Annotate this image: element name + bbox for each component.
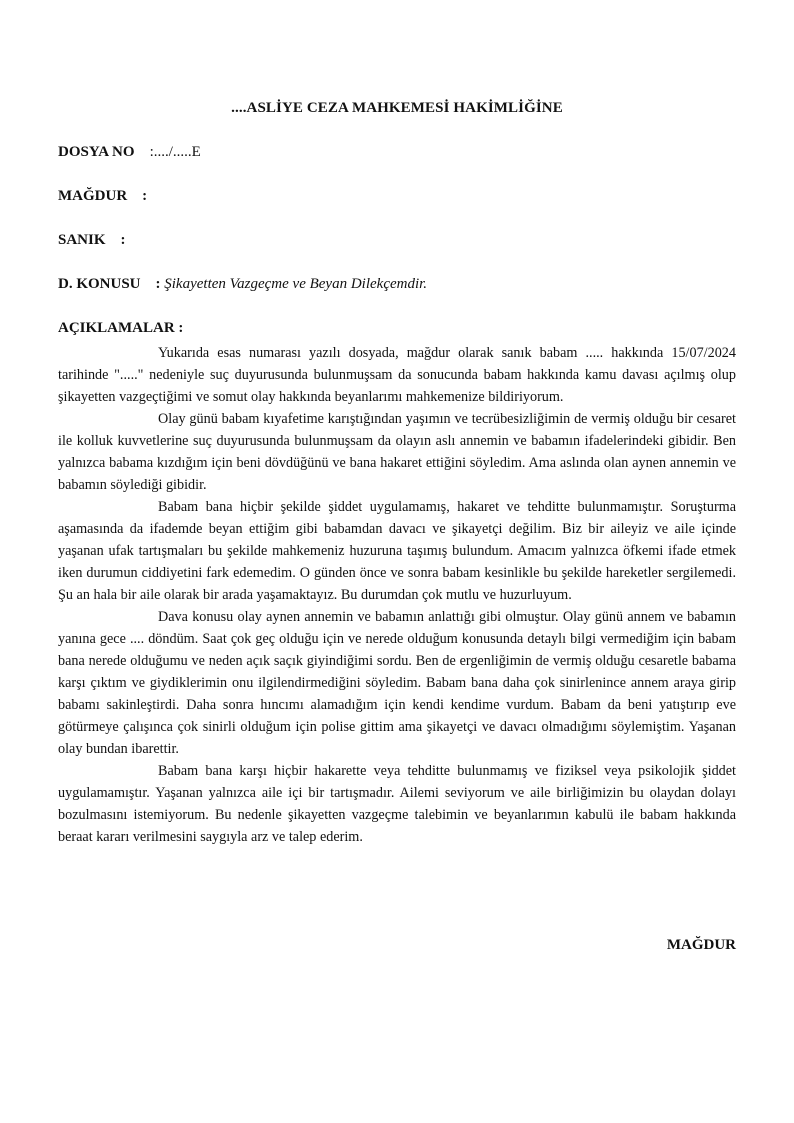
signature-label: MAĞDUR [666, 937, 736, 953]
defendant-value: : [120, 232, 126, 248]
case-number-field [58, 144, 201, 161]
subject-label: D. KONUSU [58, 276, 141, 292]
paragraph: Babam bana hiçbir şekilde şiddet uygulamamış, hakaret ve tehditte bulunmamıştır. Soruşturma aşamasında da ifademde beyan ettiğim gibi babamdan davacı ve şikayetçi değilim. Biz bir aileyiz ve aile içinde yaşanan ufak tartışmaları bu şekilde mahkemeniz huzuruna taşımış bulundum. Amacım yalnızca öfkemi ifade etmek iken durumun ciddiyetini fark edemedim. O günden önce ve sonra babam kesinlikle bu şekilde hareketler sergilemedi. Şu an hala bir aile olarak bir arada yaşamaktayız. Bu durumdan çok mutlu ve huzurluyum. [58, 499, 736, 603]
defendant-field [58, 232, 126, 249]
subject-value: Şikayetten Vazgeçme ve Beyan Dilekçemdir. [164, 276, 428, 292]
explanations-heading: AÇIKLAMALAR : [58, 320, 184, 336]
victim-field [58, 188, 147, 205]
victim-value: : [142, 188, 148, 204]
case-number-value: :..../.....E [149, 144, 201, 160]
subject-separator: : [155, 276, 161, 292]
paragraph: Dava konusu olay aynen annemin ve babamın anlattığı gibi olmuştur. Olay günü annem ve babamın yanına gece .... döndüm. Saat çok geç olduğu için ve nerede olduğum konusunda detaylı bilgi vermediğim için babam bana nerede olduğumu ve neden açık saçık giyindiğimi sordu. Ben de ergenliğimin de vermiş olduğu cesaretle babama karşı çıktım ve giydiklerimin onu ilgilendirmediğini söyledim. Babam bana daha çok sinirlenince annem araya girip babamı sakinleştirdi. Daha sonra hıncımı alamadığım için kendi kendime vurdum. Babam da beni yatıştırıp eve götürmeye çalışınca çok sinirli olduğum için polise gittim ama şikayetçi ve davacı olmadığımı söylemiştim. Yaşanan olay bundan ibarettir. [58, 609, 736, 757]
paragraph: Olay günü babam kıyafetime karıştığından yaşımın ve tecrübesizliğimin de vermiş olduğu bir cesaret ile kolluk kuvvetlerine suç duyurusunda bulunmuşsam da olayın aslı annemin ve babamın ifadelerindeki gibidir. Ben yalnızca babama kızdığım için beni dövdüğünü ve bana hakaret ettiğini söyledim. Ama aslında olan aynen annemin ve babamın söylediği gibidir. [58, 411, 736, 493]
explanations-body [58, 342, 736, 848]
paragraph: Babam bana karşı hiçbir hakarette veya tehditte bulunmamış ve fiziksel veya psikolojik şiddet uygulamamıştır. Yaşanan yalnızca aile içi bir tartışmadır. Ailemi seviyorum ve aile birliğimizin bu olaydan dolayı bozulmasını istemiyorum. Bu nedenle şikayetten vazgeçme talebimin ve beyanlarımın kabulü ile babam hakkında beraat kararı verilmesini saygıyla arz ve talep ederim. [58, 763, 736, 845]
case-number-label: DOSYA NO [58, 144, 135, 160]
paragraph: Yukarıda esas numarası yazılı dosyada, mağdur olarak sanık babam ..... hakkında 15/07/2024 tarihinde "....." nedeniyle suç duyurusunda bulunmuşsam da sonucunda babam hakkında kamu davası açılmış olup şikayetten vazgeçtiğimi ve somut olay hakkında beyanlarımı mahkemenize bildiriyorum. [58, 345, 736, 405]
court-heading: ....ASLİYE CEZA MAHKEMESİ HAKİMLİĞİNE [231, 100, 563, 116]
subject-field [58, 276, 427, 293]
defendant-label: SANIK [58, 232, 106, 248]
victim-label: MAĞDUR [58, 188, 128, 204]
